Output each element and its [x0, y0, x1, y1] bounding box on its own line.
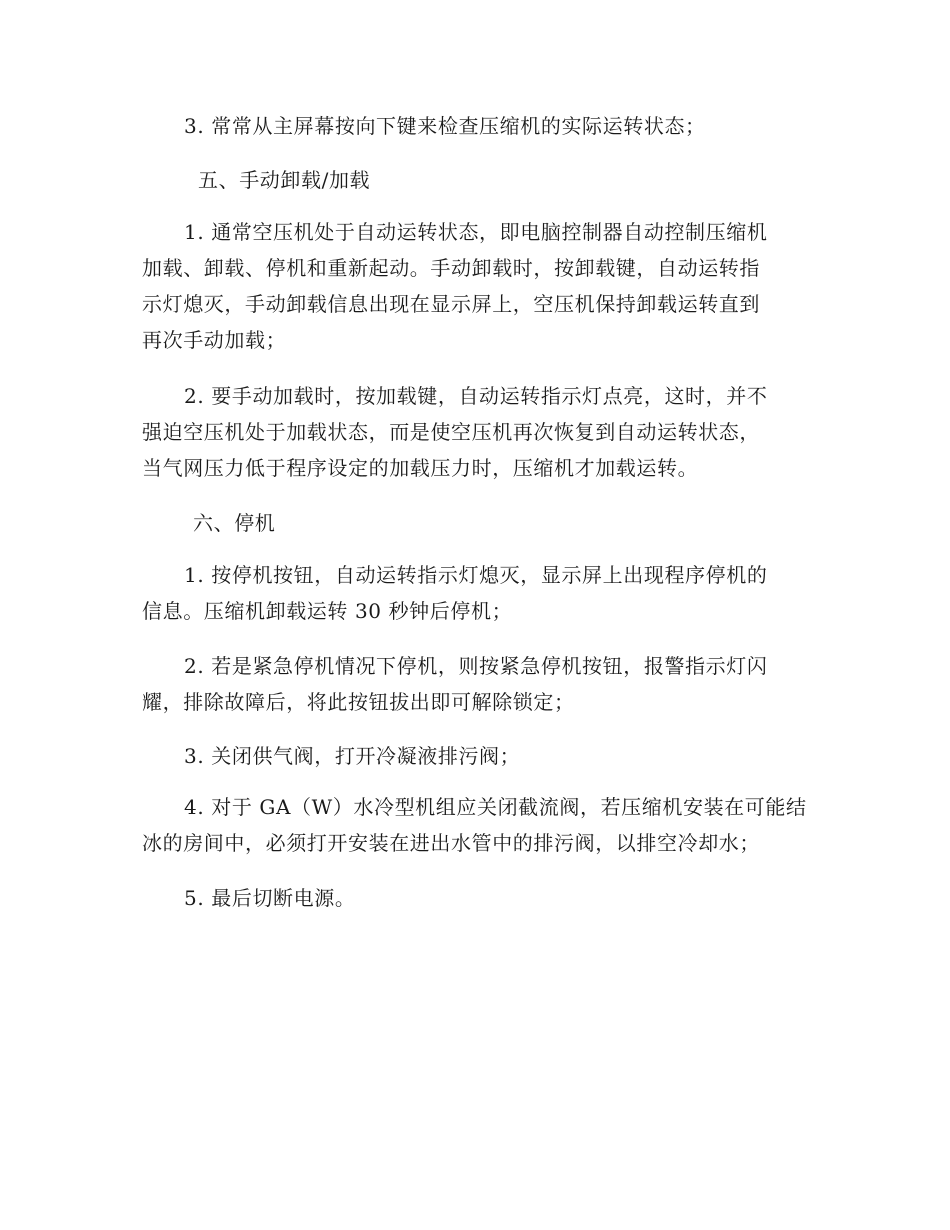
text-line: 冰的房间中，必须打开安装在进出水管中的排污阀，以排空冷却水；	[142, 831, 760, 855]
text-line: 2. 要手动加载时，按加载键，自动运转指示灯点亮，这时，并不	[184, 384, 768, 408]
section-heading-manual-load: 五、手动卸载/加载	[198, 168, 371, 192]
text-line: 4. 对于 GA（W）水冷型机组应关闭截流阀，若压缩机安装在可能结	[184, 795, 807, 819]
paragraph-stop-button	[142, 557, 812, 629]
paragraph-water-cooled	[142, 789, 812, 861]
text-line: 2. 若是紧急停机情况下停机，则按紧急停机按钮，报警指示灯闪	[184, 654, 768, 678]
paragraph-close-valves	[142, 738, 812, 774]
text-line: 1. 通常空压机处于自动运转状态，即电脑控制器自动控制压缩机	[184, 220, 768, 244]
paragraph-cut-power	[142, 880, 812, 916]
text-line: 3. 关闭供气阀，打开冷凝液排污阀；	[184, 744, 521, 768]
text-line: 示灯熄灭，手动卸载信息出现在显示屏上，空压机保持卸载运转直到	[142, 292, 760, 316]
paragraph-manual-unload	[142, 214, 812, 358]
text-line: 1. 按停机按钮，自动运转指示灯熄灭，显示屏上出现程序停机的	[184, 563, 768, 587]
text-line: 再次手动加载；	[142, 328, 287, 352]
paragraph-emergency-stop	[142, 648, 812, 720]
section-heading-shutdown: 六、停机	[193, 511, 276, 535]
text-line: 3. 常常从主屏幕按向下键来检查压缩机的实际运转状态；	[184, 114, 706, 138]
text-line: 当气网压力低于程序设定的加载压力时，压缩机才加载运转。	[142, 456, 699, 480]
text-line: 加载、卸载、停机和重新起动。手动卸载时，按卸载键，自动运转指	[142, 256, 760, 280]
text-line: 信息。压缩机卸载运转 30 秒钟后停机；	[142, 599, 513, 623]
text-line: 强迫空压机处于加载状态，而是使空压机再次恢复到自动运转状态，	[142, 420, 760, 444]
paragraph-check-status	[184, 108, 854, 144]
text-line: 5. 最后切断电源。	[184, 886, 356, 910]
paragraph-manual-load	[142, 378, 812, 486]
text-line: 耀，排除故障后，将此按钮拔出即可解除锁定；	[142, 690, 575, 714]
